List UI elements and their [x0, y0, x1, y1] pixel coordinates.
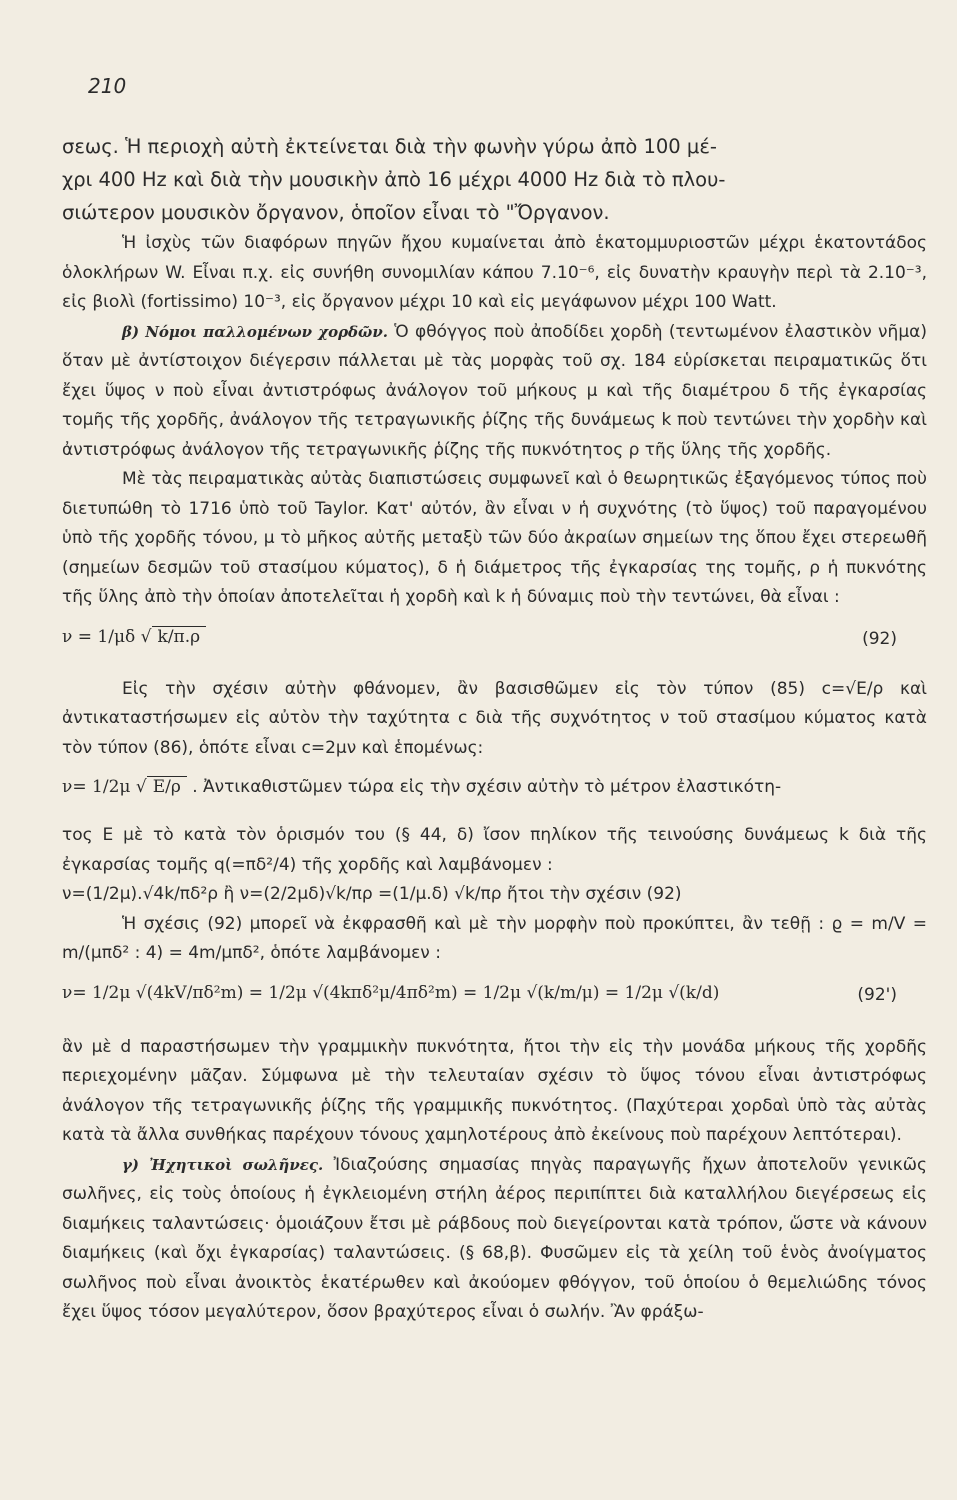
page-number: 210 — [88, 74, 127, 98]
line-3: σιώτερον μουσικὸν ὄργανον, ὁποῖον εἶναι τὸ "Ὄργανον. — [62, 201, 610, 224]
paragraph-density: Ἡ σχέσις (92) μπορεῖ νὰ ἐκφρασθῆ καὶ μὲ τὴν μορφὴν ποὺ προκύπτει, ἂν τεθῇ : ϱ = m/V = m/(μπδ² : 4) = 4m/μπδ², ὁπότε λαμβάνομεν : — [62, 913, 927, 963]
formula-92-prime-expression: ν= 1/2μ √(4kV/πδ²m) = 1/2μ √(4kπδ²μ/4πδ²m) = 1/2μ √(k/m/μ) = 1/2μ √(k/d) — [62, 982, 720, 1003]
formula-trailing-text: . Ἀντικαθιστῶμεν τώρα εἰς τὴν σχέσιν αὐτὴν τὸ μέτρον ἐλαστικότη- — [192, 777, 782, 797]
fraction-numerator: 1 — [92, 777, 103, 797]
formula-92 — [62, 613, 927, 675]
radicand-numerator: k — [157, 626, 168, 647]
formula-lhs: ν = — [62, 626, 92, 647]
fraction-numerator: 1 — [97, 626, 109, 647]
radicand-denominator: ρ — [170, 777, 181, 797]
paragraph-derivation: Εἰς τὴν σχέσιν αὐτὴν φθάνομεν, ἂν βασισθῶμεν εἰς τὸν τύπον (85) c=√E/ρ καὶ ἀντικαταστήσωμεν εἰς αὐτὸν τὴν ταχύτητα c διὰ τῆς συχνότητος ν τοῦ στασίμου κύματος κατὰ τὸν τύπον (86), ὁπότε εἶναι c=2μν καὶ ἑπομένως: — [62, 678, 927, 758]
line-2: χρι 400 Hz καὶ διὰ τὴν μουσικὴν ἀπὸ 16 μέχρι 4000 Hz διὰ τὸ πλου- — [62, 168, 726, 191]
radicand-denominator: π.ρ — [173, 626, 201, 647]
page-body — [62, 130, 927, 1328]
paragraph-pipes — [62, 1151, 927, 1328]
radicand: E/ρ — [147, 776, 187, 797]
paragraph-substitution: τος E μὲ τὸ κατὰ τὸν ὁρισμόν του (§ 44, δ) ἴσον πηλίκον τῆς τεινούσης δυνάμεως k διὰ τῆς ἐγκαρσίας τομῆς q(=πδ²/4) τῆς χορδῆς καὶ λαμβάνομεν : — [62, 825, 927, 875]
equation-number: (92) — [862, 628, 897, 649]
fraction-denominator: μδ — [113, 626, 136, 647]
section-heading-pipes: γ) Ἠχητικοὶ σωλῆνες. — [122, 1155, 324, 1174]
line-1: σεως. Ἡ περιοχὴ αὐτὴ ἐκτείνεται διὰ τὴν φωνὴν γύρω ἀπὸ 100 μέ- — [62, 135, 717, 158]
paragraph-taylor: Μὲ τὰς πειραματικὰς αὐτὰς διαπιστώσεις συμφωνεῖ καὶ ὁ θεωρητικῶς ἐξαγόμενος τύπος ποὺ διετυπώθη τὸ 1716 ὑπὸ τοῦ Taylor. Κατ' αὐτόν, ἂν εἶναι ν ἡ συχνότης (τὸ ὕψος) τοῦ παραγομένου ὑπὸ τῆς χορδῆς τόνου, μ τὸ μῆκος αὐτῆς μεταξὺ τῶν δύο ἀκραίων σημείων της ὅπου ἔχει στερεωθῆ (σημείων δεσμῶν τοῦ στασίμου κύματος), δ ἡ διάμετρος τῆς ἐγκαρσίας της τομῆς, ρ ἡ πυκνότης τῆς ὕλης ἀπὸ τὴν ὁποίαν ἀποτελεῖται ἡ χορδὴ καὶ k ἡ δύναμις ποὺ τὴν τεντώνει, θὰ εἶναι : — [62, 469, 927, 607]
paragraph-power: Ἡ ἰσχὺς τῶν διαφόρων πηγῶν ἤχου κυμαίνεται ἀπὸ ἑκατομμυριοστῶν μέχρι ἑκατοντάδος ὁλοκλήρων W. Εἶναι π.χ. εἰς συνήθη συνομιλίαν κάπου 7.10⁻⁶, εἰς δυνατὴν κραυγὴν περὶ τὰ 2.10⁻³, εἰς βιολὶ (fortissimo) 10⁻³, εἰς ὄργανον μέχρι 10 καὶ εἰς μεγάφωνον μέχρι 100 Watt. — [62, 233, 927, 312]
equation-number-prime: (92') — [857, 984, 897, 1005]
radicand-numerator: E — [152, 777, 166, 797]
section-heading-strings: β) Νόμοι παλλομένων χορδῶν. — [122, 322, 388, 341]
formula-elasticity-expression: ν= 1/2μ √ E/ρ . Ἀντικαθιστῶμεν τώρα εἰς τὴν σχέσιν αὐτὴν τὸ μέτρον ἐλαστικότη- — [62, 777, 782, 797]
radicand: k/π.ρ — [152, 626, 207, 647]
paragraph-pipes-text: Ἰδιαζούσης σημασίας πηγὰς παραγωγῆς ἤχων ἀποτελοῦν γενικῶς σωλῆνες, εἰς τοὺς ὁποίους ἡ ἐγκλειομένη στήλη ἀέρος περιπίπτει διὰ καταλλήλου διεγέρσεως εἰς διαμήκεις ταλαντώσεις· ὁμοιάζουν ἔτσι μὲ ράβδους ποὺ διεγείρονται κατὰ τρόπον, ὥστε νὰ κάνουν διαμήκεις (καὶ ὄχι ἐγκαρσίας) ταλαντώσεις. (§ 68,β). Φυσῶμεν εἰς τὰ χείλη τοῦ ἑνὸς ἀνοίγματος σωλῆνος ποὺ εἶναι ἀνοικτὸς ἑκατέρωθεν καὶ ἀκούομεν φθόγγον, τοῦ ὁποίου ὁ θεμελιώδης τόνος ἔχει ὕψος τόσον μεγαλύτερον, ὅσον βραχύτερος εἶναι ὁ σωλήν. Ἂν φράξω- — [62, 1154, 927, 1322]
formula-elasticity — [62, 763, 927, 821]
formula-92-expression: ν = 1/μδ √ k/π.ρ — [62, 623, 206, 653]
fraction-denominator: 2μ — [108, 777, 131, 797]
formula-92-prime — [62, 969, 927, 1033]
paragraph-strings — [62, 318, 927, 466]
paragraph-strings-text: Ὁ φθόγγος ποὺ ἀποδίδει χορδὴ (τεντωμένον ἐλαστικὸν νῆμα) ὅταν μὲ ἀντίστοιχον διέγερσιν πάλλεται μὲ τὰς μορφὰς τοῦ σχ. 184 εὑρίσκεται πειραματικῶς ὅτι ἔχει ὕψος ν ποὺ εἶναι ἀντιστρόφως ἀνάλογον τοῦ μήκους μ καὶ τῆς διαμέτρου δ τῆς ἐγκαρσίας τομῆς τῆς χορδῆς, ἀνάλογον τῆς τετραγωνικῆς ῥίζης τῆς δυνάμεως k ποὺ τεντώνει τὴν χορδὴν καὶ ἀντιστρόφως ἀνάλογον τῆς τετραγωνικῆς ῥίζης τῆς πυκνότητος ρ τῆς ὕλης τῆς χορδῆς. — [62, 321, 927, 460]
formula-lhs: ν= — [62, 777, 87, 797]
paragraph-linear-density: ἂν μὲ d παραστήσωμεν τὴν γραμμικὴν πυκνότητα, ἤτοι τὴν εἰς τὴν μονάδα μήκους τῆς χορδῆς περιεχομένην μᾶζαν. Σύμφωνα μὲ τὴν τελευταίαν σχέσιν τὸ ὕψος τόνου εἶναι ἀντιστρόφως ἀνάλογον τῆς τετραγωνικῆς ῥίζης τῆς γραμμικῆς πυκνότητος. (Παχύτεραι χορδαὶ ὑπὸ τὰς αὐτὰς κατὰ τὰ ἄλλα συνθήκας παρέχουν τόνους χαμηλοτέρους ἀπὸ ἐκείνους ποὺ παρέχουν λεπτότεραι). — [62, 1036, 927, 1145]
formula-inline-line: ν=(1/2μ).√4k/πδ²ρ ἢ ν=(2/2μδ)√k/πρ =(1/μ.δ) √k/πρ ἤτοι τὴν σχέσιν (92) — [62, 884, 682, 904]
